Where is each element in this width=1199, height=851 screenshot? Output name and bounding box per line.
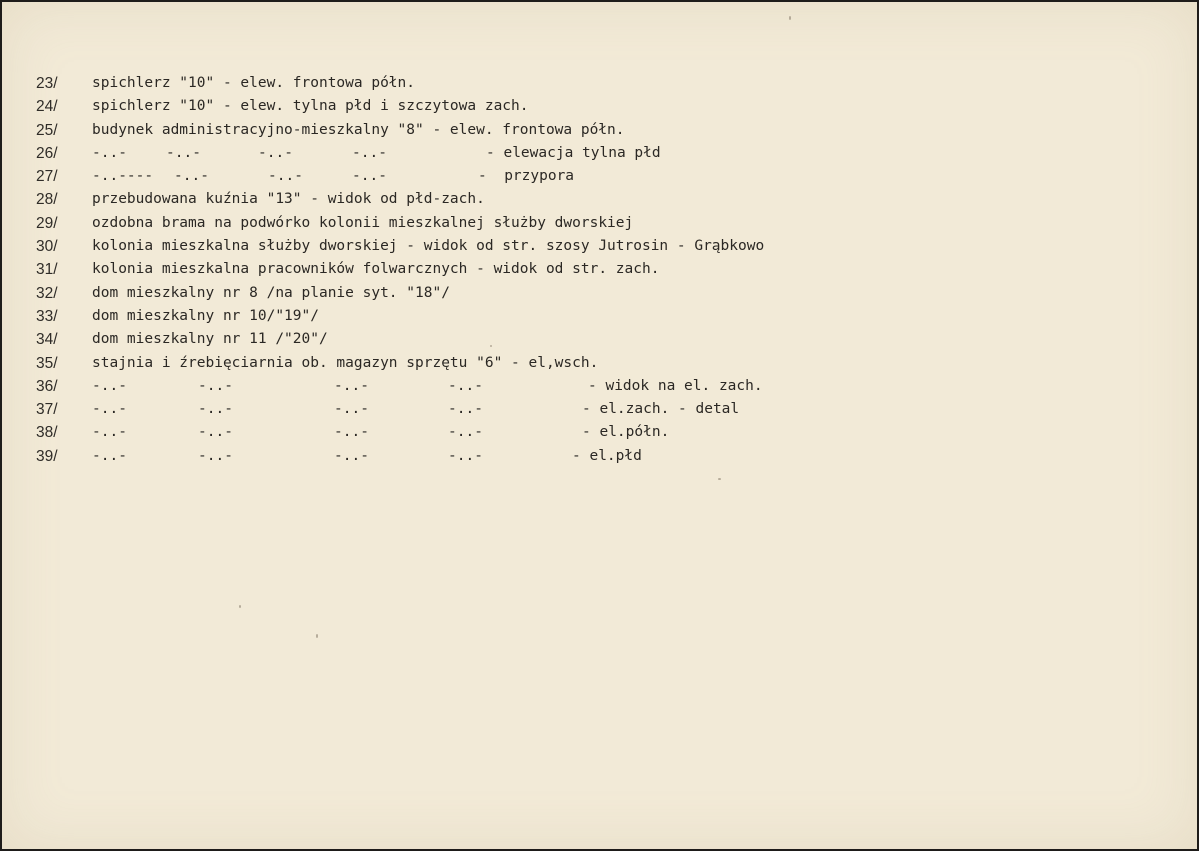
list-item xyxy=(2,95,1197,118)
entry-number: 33/ xyxy=(36,307,58,325)
entry-number: 23/ xyxy=(36,75,58,92)
list-item xyxy=(2,398,1197,421)
ditto-mark: -..- xyxy=(334,447,369,464)
ditto-mark: -..- xyxy=(352,144,387,161)
ditto-mark: -..- xyxy=(92,424,127,441)
entry-text: - widok na el. zach. xyxy=(588,377,763,394)
ditto-mark: -..- xyxy=(448,424,483,441)
list-item xyxy=(2,328,1197,351)
entry-text: - el.zach. - detal xyxy=(582,401,740,418)
ditto-mark: -..- xyxy=(92,401,127,418)
list-item xyxy=(2,235,1197,258)
entry-number: 39/ xyxy=(36,447,58,465)
entry-text: dom mieszkalny nr 10/"19"/ xyxy=(92,307,319,324)
entry-text: dom mieszkalny nr 11 /"20"/ xyxy=(92,331,328,348)
ditto-mark: -..- xyxy=(92,447,127,464)
entry-text: - przypora xyxy=(478,168,575,185)
list-item xyxy=(2,72,1197,95)
ditto-mark: -..- xyxy=(166,144,201,161)
entry-number: 25/ xyxy=(36,121,58,139)
entry-number: 31/ xyxy=(36,261,58,279)
entry-number: 26/ xyxy=(36,144,58,162)
list-item xyxy=(2,119,1197,142)
list-item xyxy=(2,282,1197,305)
ditto-mark: -..- xyxy=(334,401,369,418)
entry-text: - elewacja tylna płd xyxy=(486,144,661,161)
entry-number: 27/ xyxy=(36,168,58,186)
ditto-mark: -..- xyxy=(198,377,233,394)
list-item xyxy=(2,188,1197,211)
entry-number: 29/ xyxy=(36,214,58,232)
entry-text: dom mieszkalny nr 8 /na planie syt. "18"/ xyxy=(92,284,450,301)
entry-text: kolonia mieszkalna pracowników folwarcznych - widok od str. zach. xyxy=(92,261,660,278)
entry-number: 38/ xyxy=(36,424,58,442)
list-item xyxy=(2,258,1197,281)
entry-number: 37/ xyxy=(36,401,58,419)
list-item xyxy=(2,305,1197,328)
ditto-mark: -..- xyxy=(448,447,483,464)
list-item xyxy=(2,352,1197,375)
list-item xyxy=(2,165,1197,188)
entry-number: 32/ xyxy=(36,284,58,302)
list-item xyxy=(2,142,1197,165)
entry-text: - el.półn. xyxy=(582,424,670,441)
list-item xyxy=(2,421,1197,444)
entry-number: 24/ xyxy=(36,98,58,116)
list-item xyxy=(2,212,1197,235)
entry-text: ozdobna brama na podwórko kolonii mieszkalnej służby dworskiej xyxy=(92,214,634,231)
entry-text: kolonia mieszkalna służby dworskiej - widok od str. szosy Jutrosin - Grąbkowo xyxy=(92,238,765,255)
entry-text: stajnia i źrebięciarnia ob. magazyn sprzętu "6" - el,wsch. xyxy=(92,354,599,371)
ditto-mark: -..---- xyxy=(92,168,154,185)
entry-number: 35/ xyxy=(36,354,58,372)
entry-number: 30/ xyxy=(36,238,58,256)
entry-number: 36/ xyxy=(36,377,58,395)
photo-caption-list xyxy=(2,72,1197,468)
ditto-mark: -..- xyxy=(92,144,127,161)
ditto-mark: -..- xyxy=(334,377,369,394)
entry-text: spichlerz "10" - elew. tylna płd i szczytowa zach. xyxy=(92,98,529,115)
entry-text: budynek administracyjno-mieszkalny "8" - elew. frontowa półn. xyxy=(92,121,625,138)
ditto-mark: -..- xyxy=(268,168,303,185)
entry-text: - el.płd xyxy=(572,447,642,464)
ditto-mark: -..- xyxy=(448,377,483,394)
paper-speck xyxy=(316,634,318,638)
paper-speck xyxy=(239,605,241,608)
list-item xyxy=(2,445,1197,468)
paper-speck xyxy=(718,478,721,480)
ditto-mark: -..- xyxy=(198,424,233,441)
ditto-mark: -..- xyxy=(198,401,233,418)
list-item xyxy=(2,375,1197,398)
ditto-mark: -..- xyxy=(448,401,483,418)
ditto-mark: -..- xyxy=(334,424,369,441)
paper-speck xyxy=(490,345,492,347)
entry-number: 28/ xyxy=(36,191,58,209)
ditto-mark: -..- xyxy=(198,447,233,464)
ditto-mark: -..- xyxy=(92,377,127,394)
ditto-mark: -..- xyxy=(174,168,209,185)
entry-number: 34/ xyxy=(36,331,58,349)
entry-text: przebudowana kuźnia "13" - widok od płd-zach. xyxy=(92,191,485,208)
paper-speck xyxy=(789,16,791,20)
ditto-mark: -..- xyxy=(258,144,293,161)
ditto-mark: -..- xyxy=(352,168,387,185)
entry-text: spichlerz "10" - elew. frontowa półn. xyxy=(92,75,416,91)
